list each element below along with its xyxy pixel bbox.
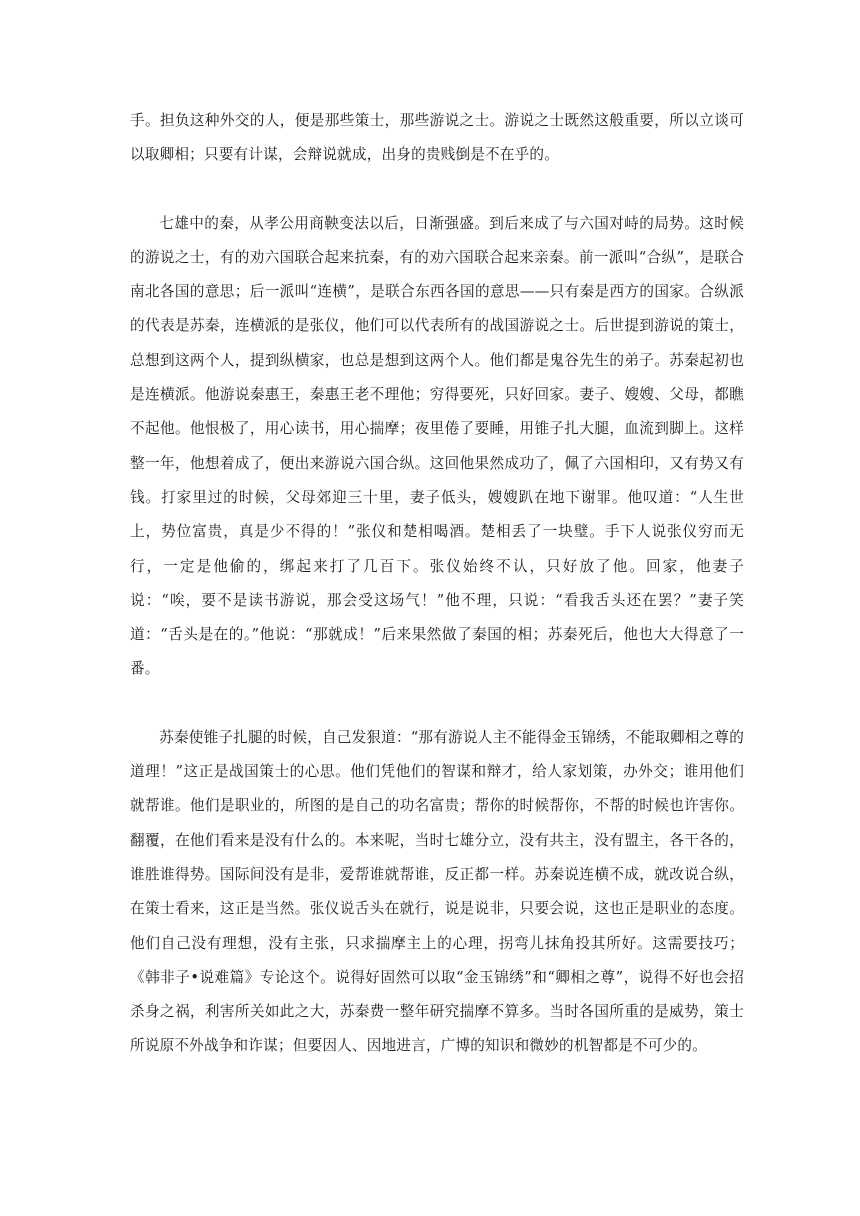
paragraph-2: 七雄中的秦，从孝公用商鞅变法以后，日渐强盛。到后来成了与六国对峙的局势。这时候的游说之士，有的劝六国联合起来抗秦，有的劝六国联合起来亲秦。前一派叫“合纵”，是联合南北各国的意思；后一派叫“连横”，是联合东西各国的意思——只有秦是西方的国家。合纵派的代表是苏秦，连横派的是张仪，他们可以代表所有的战国游说之士。后世提到游说的策士，总想到这两个人，提到纵横家，也总是想到这两个人。他们都是鬼谷先生的弟子。苏秦起初也是连横派。他游说秦惠王，秦惠王老不理他；穷得要死，只好回家。妻子、嫂嫂、父母，都瞧不起他。他恨极了，用心读书，用心揣摩；夜里倦了要睡，用锥子扎大腿，血流到脚上。这样整一年，他想着成了，便出来游说六国合纵。这回他果然成功了，佩了六国相印，又有势又有钱。打家里过的时候，父母郊迎三十里，妻子低头，嫂嫂趴在地下谢罪。他叹道：“人生世上，势位富贵，真是少不得的！”张仪和楚相喝酒。楚相丢了一块璧。手下人说张仪穷而无行，一定是他偷的，绑起来打了几百下。张仪始终不认，只好放了他。回家，他妻子说：“唉，要不是读书游说，那会受这场气！”他不理，只说：“看我舌头还在罢？”妻子笑道：“舌头是在的。”他说：“那就成！”后来果然做了秦国的相；苏秦死后，他也大大得意了一番。 xyxy=(130,214,744,678)
document-body xyxy=(130,104,744,1064)
paragraph-1: 手。担负这种外交的人，便是那些策士，那些游说之士。游说之士既然这般重要，所以立谈可以取卿相；只要有计谋，会辩说就成，出身的贵贱倒是不在乎的。 xyxy=(130,112,744,164)
paragraph-3: 苏秦使锥子扎腿的时候，自己发狠道：“那有游说人主不能得金玉锦绣，不能取卿相之尊的道理！”这正是战国策士的心思。他们凭他们的智谋和辩才，给人家划策，办外交；谁用他们就帮谁。他们是职业的，所图的是自己的功名富贵；帮你的时候帮你，不帮的时候也许害你。翻覆，在他们看来是没有什么的。本来呢，当时七雄分立，没有共主，没有盟主，各干各的，谁胜谁得势。国际间没有是非，爱帮谁就帮谁，反正都一样。苏秦说连横不成，就改说合纵，在策士看来，这正是当然。张仪说舌头在就行，说是说非，只要会说，这也正是职业的态度。他们自己没有理想，没有主张，只求揣摩主上的心理，拐弯儿抹角投其所好。这需要技巧；《韩非子•说难篇》专论这个。说得好固然可以取“金玉锦绣”和“卿相之尊”，说得不好也会招杀身之祸，利害所关如此之大，苏秦费一整年研究揣摩不算多。当时各国所重的是威势，策士所说原不外战争和诈谋；但要因人、因地进言，广博的知识和微妙的机智都是不可少的。 xyxy=(130,728,744,1055)
